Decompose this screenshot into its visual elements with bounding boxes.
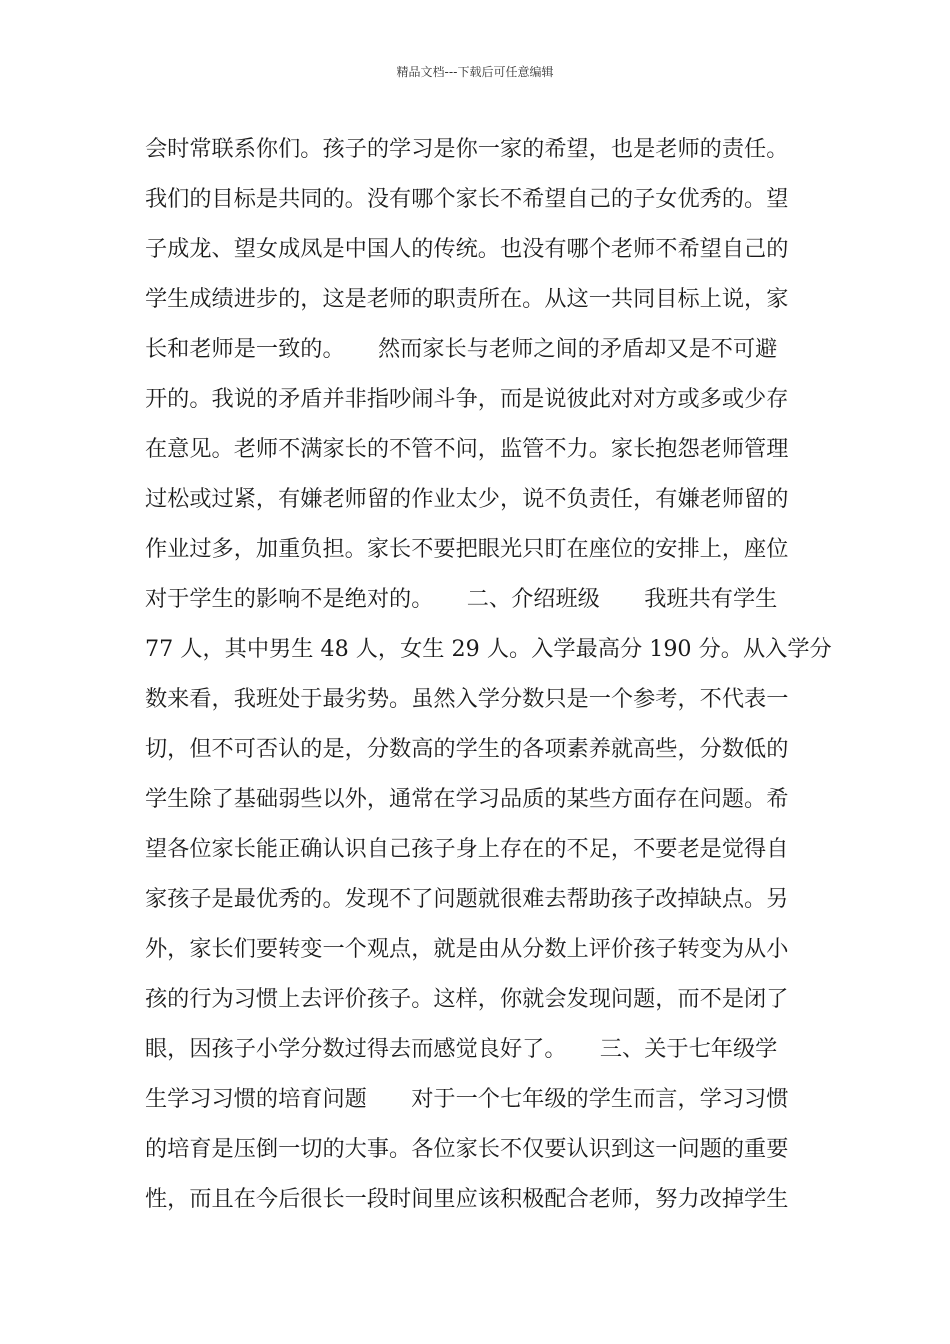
page-header: 精品文档---下载后可任意编辑 [396, 65, 554, 79]
text-line: 77 人，其中男生 48 人，女生 29 人。入学最高分 190 分。从入学分 [145, 636, 832, 662]
text-line: 作业过多，加重负担。家长不要把眼光只盯在座位的安排上，座位 [145, 536, 789, 562]
text-line: 切，但不可否认的是，分数高的学生的各项素养就高些，分数低的 [145, 736, 789, 762]
text-line: 对于学生的影响不是绝对的。 二、介绍班级 我班共有学生 [145, 586, 778, 612]
text-line: 家孩子是最优秀的。发现不了问题就很难去帮助孩子改掉缺点。另 [145, 886, 789, 912]
text-line: 在意见。老师不满家长的不管不问，监管不力。家长抱怨老师管理 [145, 436, 789, 462]
text-line: 的培育是压倒一切的大事。各位家长不仅要认识到这一问题的重要 [145, 1136, 789, 1162]
text-line: 我们的目标是共同的。没有哪个家长不希望自己的子女优秀的。望 [145, 186, 789, 212]
text-line: 子成龙、望女成凤是中国人的传统。也没有哪个老师不希望自己的 [145, 236, 789, 262]
text-line: 数来看，我班处于最劣势。虽然入学分数只是一个参考，不代表一 [145, 686, 789, 712]
text-line: 过松或过紧，有嫌老师留的作业太少，说不负责任，有嫌老师留的 [145, 486, 789, 512]
text-line: 长和老师是一致的。 然而家长与老师之间的矛盾却又是不可避 [145, 336, 778, 362]
text-line: 眼，因孩子小学分数过得去而感觉良好了。 三、关于七年级学 [145, 1036, 778, 1062]
text-line: 生学习习惯的培育问题 对于一个七年级的学生而言，学习习惯 [145, 1086, 789, 1112]
body-text [145, 124, 832, 1224]
text-line: 开的。我说的矛盾并非指吵闹斗争，而是说彼此对对方或多或少存 [145, 386, 789, 412]
text-line: 性，而且在今后很长一段时间里应该积极配合老师，努力改掉学生 [145, 1186, 789, 1212]
text-line: 孩的行为习惯上去评价孩子。这样，你就会发现问题，而不是闭了 [145, 986, 789, 1012]
text-line: 望各位家长能正确认识自己孩子身上存在的不足，不要老是觉得自 [145, 836, 789, 862]
text-line: 外，家长们要转变一个观点，就是由从分数上评价孩子转变为从小 [145, 936, 789, 962]
text-line: 学生除了基础弱些以外，通常在学习品质的某些方面存在问题。希 [145, 786, 789, 812]
text-line: 会时常联系你们。孩子的学习是你一家的希望，也是老师的责任。 [145, 136, 789, 162]
text-line: 学生成绩进步的，这是老师的职责所在。从这一共同目标上说，家 [145, 286, 789, 312]
